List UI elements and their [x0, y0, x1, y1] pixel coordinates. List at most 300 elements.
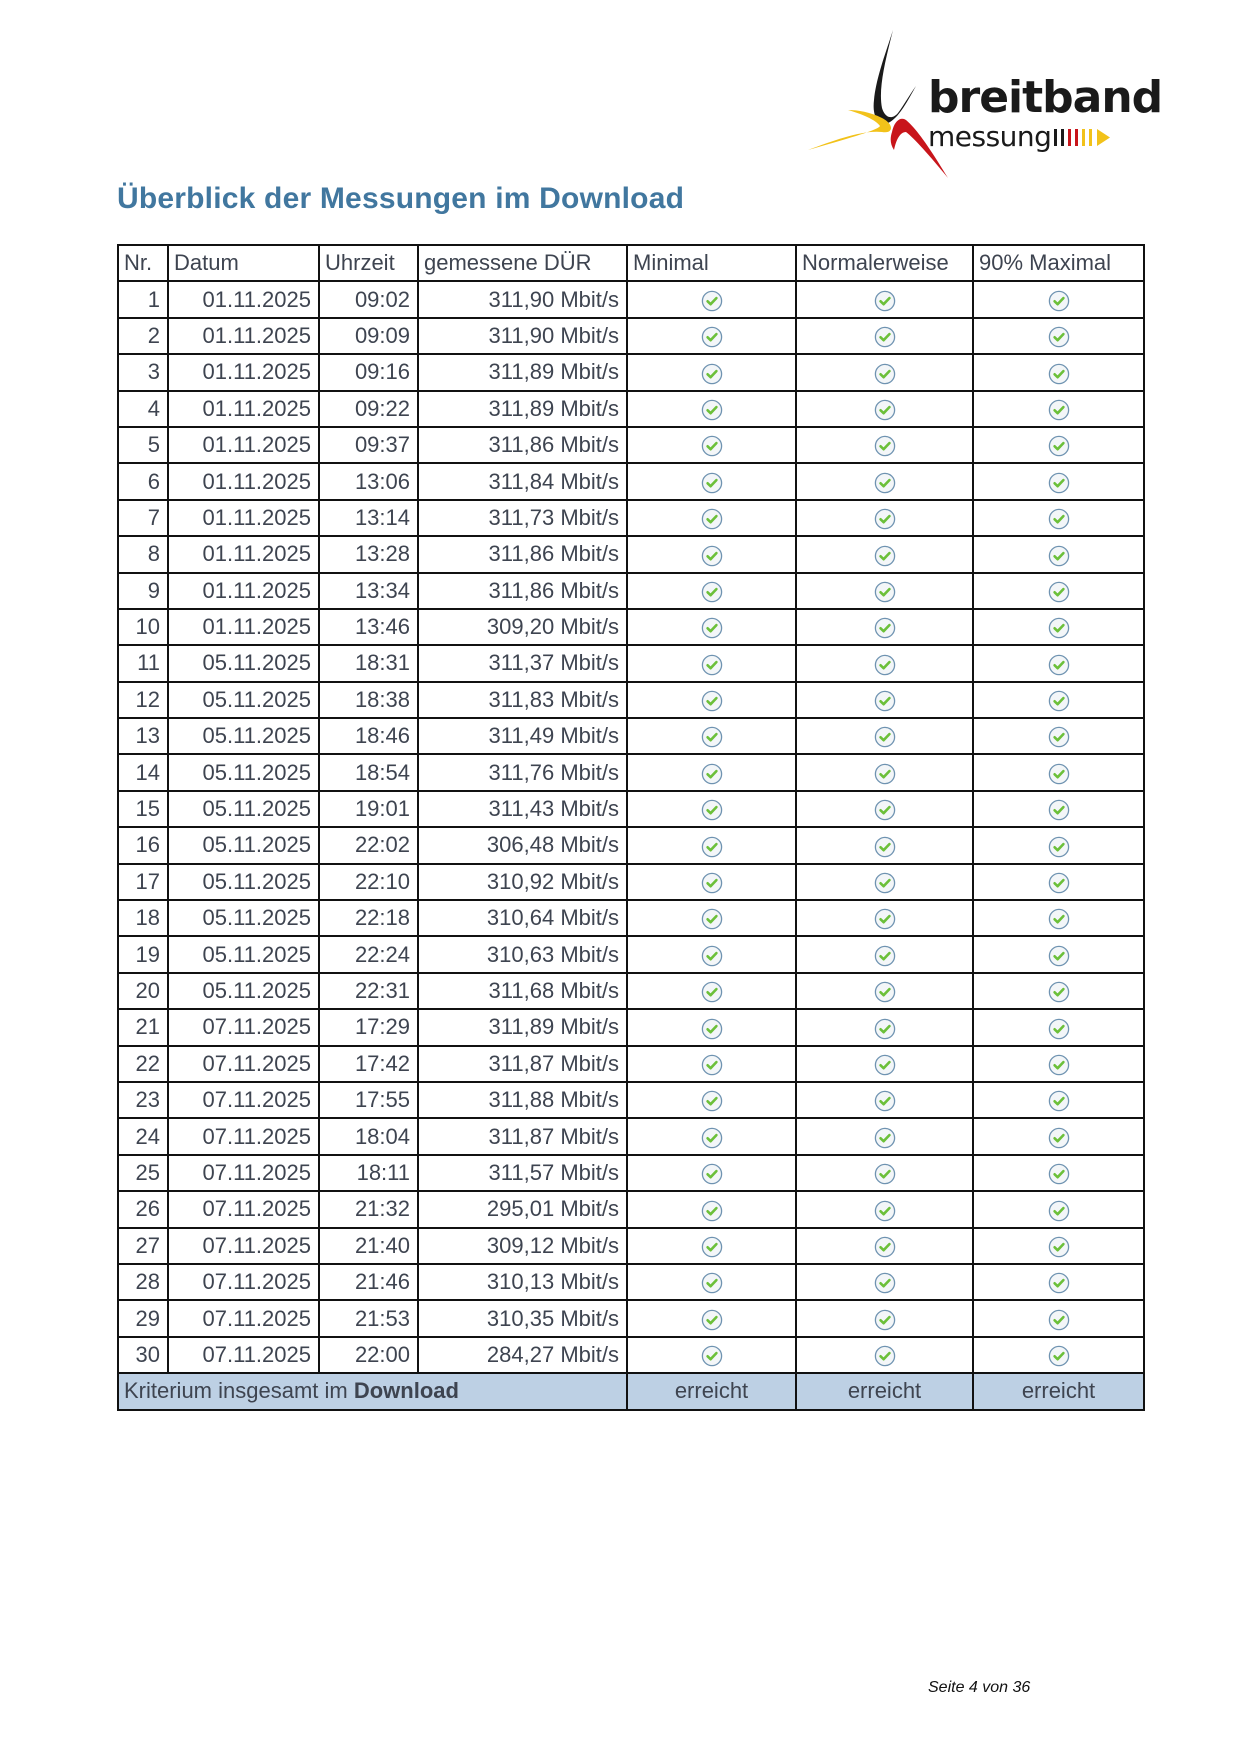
- cell-datum: 07.11.2025: [168, 1046, 319, 1082]
- cell-90-maximal: [973, 1228, 1144, 1264]
- cell-gemessene-dur: 284,27 Mbit/s: [418, 1337, 627, 1373]
- check-icon: [701, 981, 723, 1003]
- check-icon: [874, 763, 896, 785]
- table-row: [118, 1155, 1144, 1191]
- cell-nr: 24: [118, 1118, 168, 1154]
- check-icon: [1048, 290, 1070, 312]
- cell-minimal: [627, 1228, 796, 1264]
- cell-minimal: [627, 1264, 796, 1300]
- check-icon: [1048, 1018, 1070, 1040]
- cell-gemessene-dur: 311,89 Mbit/s: [418, 354, 627, 390]
- cell-minimal: [627, 1118, 796, 1154]
- check-icon: [874, 1090, 896, 1112]
- check-icon: [701, 1127, 723, 1149]
- cell-minimal: [627, 573, 796, 609]
- cell-gemessene-dur: 310,35 Mbit/s: [418, 1300, 627, 1336]
- cell-nr: 21: [118, 1009, 168, 1045]
- cell-datum: 01.11.2025: [168, 463, 319, 499]
- cell-minimal: [627, 1009, 796, 1045]
- cell-minimal: [627, 936, 796, 972]
- cell-gemessene-dur: 311,43 Mbit/s: [418, 791, 627, 827]
- cell-minimal: [627, 318, 796, 354]
- cell-datum: 05.11.2025: [168, 936, 319, 972]
- cell-datum: 05.11.2025: [168, 682, 319, 718]
- header-datum: Datum: [168, 245, 319, 281]
- table-row: [118, 864, 1144, 900]
- check-icon: [874, 1345, 896, 1367]
- cell-normalerweise: [796, 463, 973, 499]
- check-icon: [874, 326, 896, 348]
- cell-datum: 07.11.2025: [168, 1155, 319, 1191]
- cell-nr: 23: [118, 1082, 168, 1118]
- header-normalerweise: Normalerweise: [796, 245, 973, 281]
- check-icon: [874, 617, 896, 639]
- cell-gemessene-dur: 311,90 Mbit/s: [418, 281, 627, 317]
- cell-minimal: [627, 1191, 796, 1227]
- table-row: [118, 645, 1144, 681]
- table-row: [118, 1046, 1144, 1082]
- cell-datum: 01.11.2025: [168, 281, 319, 317]
- check-icon: [1048, 508, 1070, 530]
- cell-90-maximal: [973, 1046, 1144, 1082]
- check-icon: [874, 836, 896, 858]
- check-icon: [1048, 363, 1070, 385]
- check-icon: [874, 945, 896, 967]
- cell-uhrzeit: 09:09: [319, 318, 418, 354]
- cell-minimal: [627, 682, 796, 718]
- cell-nr: 8: [118, 536, 168, 572]
- cell-90-maximal: [973, 463, 1144, 499]
- check-icon: [1048, 1345, 1070, 1367]
- check-icon: [874, 690, 896, 712]
- cell-gemessene-dur: 311,89 Mbit/s: [418, 391, 627, 427]
- cell-minimal: [627, 391, 796, 427]
- table-row: [118, 318, 1144, 354]
- check-icon: [1048, 399, 1070, 421]
- cell-90-maximal: [973, 1337, 1144, 1373]
- summary-row: [118, 1373, 1144, 1409]
- cell-90-maximal: [973, 1009, 1144, 1045]
- check-icon: [874, 799, 896, 821]
- cell-nr: 3: [118, 354, 168, 390]
- table-row: [118, 1300, 1144, 1336]
- cell-nr: 27: [118, 1228, 168, 1264]
- cell-uhrzeit: 13:46: [319, 609, 418, 645]
- page-number: Seite 4 von 36: [928, 1679, 1031, 1696]
- check-icon: [701, 290, 723, 312]
- cell-uhrzeit: 17:29: [319, 1009, 418, 1045]
- table-row: [118, 354, 1144, 390]
- check-icon: [701, 472, 723, 494]
- summary-label: [118, 1373, 627, 1409]
- cell-minimal: [627, 500, 796, 536]
- cell-normalerweise: [796, 609, 973, 645]
- cell-90-maximal: [973, 1082, 1144, 1118]
- cell-normalerweise: [796, 500, 973, 536]
- check-icon: [1048, 836, 1070, 858]
- cell-normalerweise: [796, 718, 973, 754]
- check-icon: [701, 545, 723, 567]
- check-icon: [1048, 1200, 1070, 1222]
- cell-nr: 20: [118, 973, 168, 1009]
- logo-bars: [1054, 129, 1110, 146]
- check-icon: [1048, 1090, 1070, 1112]
- cell-gemessene-dur: 311,86 Mbit/s: [418, 427, 627, 463]
- cell-datum: 01.11.2025: [168, 536, 319, 572]
- cell-normalerweise: [796, 973, 973, 1009]
- check-icon: [701, 1345, 723, 1367]
- cell-gemessene-dur: 311,86 Mbit/s: [418, 573, 627, 609]
- check-icon: [874, 363, 896, 385]
- check-icon: [1048, 654, 1070, 676]
- cell-nr: 30: [118, 1337, 168, 1373]
- check-icon: [701, 1018, 723, 1040]
- check-icon: [1048, 726, 1070, 748]
- check-icon: [1048, 690, 1070, 712]
- cell-nr: 29: [118, 1300, 168, 1336]
- cell-gemessene-dur: 309,20 Mbit/s: [418, 609, 627, 645]
- cell-normalerweise: [796, 1082, 973, 1118]
- cell-datum: 05.11.2025: [168, 864, 319, 900]
- header-90-maximal: 90% Maximal: [973, 245, 1144, 281]
- cell-datum: 01.11.2025: [168, 318, 319, 354]
- check-icon: [701, 763, 723, 785]
- cell-normalerweise: [796, 1228, 973, 1264]
- check-icon: [701, 872, 723, 894]
- check-icon: [874, 1236, 896, 1258]
- cell-gemessene-dur: 310,63 Mbit/s: [418, 936, 627, 972]
- cell-minimal: [627, 754, 796, 790]
- cell-90-maximal: [973, 791, 1144, 827]
- check-icon: [874, 654, 896, 676]
- cell-nr: 7: [118, 500, 168, 536]
- cell-normalerweise: [796, 427, 973, 463]
- cell-datum: 05.11.2025: [168, 718, 319, 754]
- cell-nr: 19: [118, 936, 168, 972]
- cell-90-maximal: [973, 609, 1144, 645]
- check-icon: [701, 1309, 723, 1331]
- check-icon: [874, 290, 896, 312]
- cell-nr: 28: [118, 1264, 168, 1300]
- cell-nr: 10: [118, 609, 168, 645]
- check-icon: [1048, 945, 1070, 967]
- cell-uhrzeit: 13:34: [319, 573, 418, 609]
- cell-normalerweise: [796, 791, 973, 827]
- cell-gemessene-dur: 311,89 Mbit/s: [418, 1009, 627, 1045]
- header-minimal: Minimal: [627, 245, 796, 281]
- cell-normalerweise: [796, 1118, 973, 1154]
- table-row: [118, 427, 1144, 463]
- cell-90-maximal: [973, 536, 1144, 572]
- cell-gemessene-dur: 310,13 Mbit/s: [418, 1264, 627, 1300]
- cell-nr: 26: [118, 1191, 168, 1227]
- cell-normalerweise: [796, 1191, 973, 1227]
- table-row: [118, 973, 1144, 1009]
- cell-datum: 07.11.2025: [168, 1191, 319, 1227]
- check-icon: [1048, 1236, 1070, 1258]
- check-icon: [701, 690, 723, 712]
- cell-datum: 01.11.2025: [168, 354, 319, 390]
- cell-datum: 07.11.2025: [168, 1118, 319, 1154]
- cell-gemessene-dur: 310,92 Mbit/s: [418, 864, 627, 900]
- cell-gemessene-dur: 311,76 Mbit/s: [418, 754, 627, 790]
- cell-90-maximal: [973, 864, 1144, 900]
- cell-minimal: [627, 864, 796, 900]
- cell-uhrzeit: 13:28: [319, 536, 418, 572]
- cell-minimal: [627, 427, 796, 463]
- check-icon: [701, 617, 723, 639]
- check-icon: [701, 1200, 723, 1222]
- cell-uhrzeit: 19:01: [319, 791, 418, 827]
- cell-uhrzeit: 13:14: [319, 500, 418, 536]
- cell-uhrzeit: 21:40: [319, 1228, 418, 1264]
- cell-minimal: [627, 1046, 796, 1082]
- cell-normalerweise: [796, 391, 973, 427]
- cell-uhrzeit: 13:06: [319, 463, 418, 499]
- summary-label-prefix: Kriterium insgesamt im: [124, 1378, 354, 1404]
- cell-nr: 16: [118, 827, 168, 863]
- cell-minimal: [627, 827, 796, 863]
- breitbandmessung-logo: [790, 28, 1163, 188]
- cell-minimal: [627, 536, 796, 572]
- cell-uhrzeit: 22:24: [319, 936, 418, 972]
- cell-nr: 1: [118, 281, 168, 317]
- check-icon: [701, 399, 723, 421]
- cell-datum: 01.11.2025: [168, 500, 319, 536]
- check-icon: [874, 1163, 896, 1185]
- cell-gemessene-dur: 311,90 Mbit/s: [418, 318, 627, 354]
- cell-normalerweise: [796, 754, 973, 790]
- cell-normalerweise: [796, 281, 973, 317]
- cell-nr: 9: [118, 573, 168, 609]
- cell-nr: 25: [118, 1155, 168, 1191]
- cell-uhrzeit: 18:04: [319, 1118, 418, 1154]
- logo-black-swoosh: [874, 30, 916, 124]
- cell-nr: 12: [118, 682, 168, 718]
- check-icon: [1048, 1272, 1070, 1294]
- check-icon: [874, 1127, 896, 1149]
- check-icon: [701, 799, 723, 821]
- cell-90-maximal: [973, 427, 1144, 463]
- cell-90-maximal: [973, 1300, 1144, 1336]
- cell-uhrzeit: 22:31: [319, 973, 418, 1009]
- cell-uhrzeit: 21:32: [319, 1191, 418, 1227]
- cell-gemessene-dur: 311,88 Mbit/s: [418, 1082, 627, 1118]
- table-header-row: [118, 245, 1144, 281]
- cell-datum: 01.11.2025: [168, 609, 319, 645]
- check-icon: [1048, 545, 1070, 567]
- table-row: [118, 1009, 1144, 1045]
- check-icon: [1048, 1127, 1070, 1149]
- cell-gemessene-dur: 309,12 Mbit/s: [418, 1228, 627, 1264]
- cell-minimal: [627, 609, 796, 645]
- check-icon: [701, 508, 723, 530]
- cell-normalerweise: [796, 354, 973, 390]
- summary-normalerweise: erreicht: [796, 1373, 973, 1409]
- check-icon: [701, 654, 723, 676]
- check-icon: [874, 435, 896, 457]
- check-icon: [874, 581, 896, 603]
- cell-uhrzeit: 18:38: [319, 682, 418, 718]
- cell-normalerweise: [796, 1009, 973, 1045]
- summary-label-bold: Download: [353, 1378, 459, 1404]
- cell-gemessene-dur: 311,87 Mbit/s: [418, 1118, 627, 1154]
- cell-90-maximal: [973, 936, 1144, 972]
- header-gemessene-dur: gemessene DÜR: [418, 245, 627, 281]
- table-row: [118, 682, 1144, 718]
- check-icon: [874, 1054, 896, 1076]
- check-icon: [701, 945, 723, 967]
- cell-minimal: [627, 1337, 796, 1373]
- cell-gemessene-dur: 311,57 Mbit/s: [418, 1155, 627, 1191]
- check-icon: [1048, 326, 1070, 348]
- cell-minimal: [627, 900, 796, 936]
- cell-datum: 07.11.2025: [168, 1337, 319, 1373]
- check-icon: [1048, 872, 1070, 894]
- cell-gemessene-dur: 311,83 Mbit/s: [418, 682, 627, 718]
- check-icon: [701, 836, 723, 858]
- cell-90-maximal: [973, 645, 1144, 681]
- table-row: [118, 609, 1144, 645]
- cell-datum: 05.11.2025: [168, 900, 319, 936]
- cell-minimal: [627, 1155, 796, 1191]
- cell-90-maximal: [973, 827, 1144, 863]
- table-row: [118, 718, 1144, 754]
- check-icon: [701, 1090, 723, 1112]
- check-icon: [874, 472, 896, 494]
- cell-normalerweise: [796, 318, 973, 354]
- cell-nr: 2: [118, 318, 168, 354]
- cell-datum: 05.11.2025: [168, 791, 319, 827]
- cell-normalerweise: [796, 827, 973, 863]
- check-icon: [1048, 799, 1070, 821]
- cell-nr: 5: [118, 427, 168, 463]
- cell-nr: 6: [118, 463, 168, 499]
- table-row: [118, 900, 1144, 936]
- cell-90-maximal: [973, 1191, 1144, 1227]
- check-icon: [874, 726, 896, 748]
- cell-datum: 05.11.2025: [168, 973, 319, 1009]
- cell-90-maximal: [973, 318, 1144, 354]
- cell-uhrzeit: 17:42: [319, 1046, 418, 1082]
- table-row: [118, 281, 1144, 317]
- cell-normalerweise: [796, 864, 973, 900]
- check-icon: [701, 1054, 723, 1076]
- cell-normalerweise: [796, 1337, 973, 1373]
- cell-minimal: [627, 973, 796, 1009]
- table-row: [118, 463, 1144, 499]
- check-icon: [701, 1163, 723, 1185]
- cell-normalerweise: [796, 682, 973, 718]
- cell-gemessene-dur: 311,73 Mbit/s: [418, 500, 627, 536]
- check-icon: [1048, 1163, 1070, 1185]
- cell-gemessene-dur: 311,86 Mbit/s: [418, 536, 627, 572]
- logo-text-breitband: breitband: [928, 72, 1163, 123]
- cell-uhrzeit: 21:53: [319, 1300, 418, 1336]
- check-icon: [874, 1200, 896, 1222]
- table-row: [118, 1228, 1144, 1264]
- cell-datum: 07.11.2025: [168, 1228, 319, 1264]
- cell-90-maximal: [973, 973, 1144, 1009]
- cell-normalerweise: [796, 645, 973, 681]
- cell-gemessene-dur: 310,64 Mbit/s: [418, 900, 627, 936]
- logo-arrow-icon: [1097, 129, 1110, 146]
- check-icon: [701, 1236, 723, 1258]
- cell-uhrzeit: 09:02: [319, 281, 418, 317]
- check-icon: [701, 726, 723, 748]
- cell-normalerweise: [796, 1155, 973, 1191]
- cell-nr: 18: [118, 900, 168, 936]
- check-icon: [1048, 472, 1070, 494]
- cell-datum: 01.11.2025: [168, 391, 319, 427]
- cell-normalerweise: [796, 1300, 973, 1336]
- table-row: [118, 1264, 1144, 1300]
- check-icon: [1048, 908, 1070, 930]
- cell-90-maximal: [973, 500, 1144, 536]
- summary-90-maximal: erreicht: [973, 1373, 1144, 1409]
- cell-datum: 05.11.2025: [168, 645, 319, 681]
- check-icon: [701, 581, 723, 603]
- cell-90-maximal: [973, 354, 1144, 390]
- check-icon: [701, 363, 723, 385]
- cell-90-maximal: [973, 754, 1144, 790]
- table-row: [118, 791, 1144, 827]
- cell-minimal: [627, 354, 796, 390]
- table-row: [118, 1191, 1144, 1227]
- cell-gemessene-dur: 295,01 Mbit/s: [418, 1191, 627, 1227]
- table-row: [118, 391, 1144, 427]
- check-icon: [1048, 617, 1070, 639]
- cell-nr: 14: [118, 754, 168, 790]
- cell-90-maximal: [973, 391, 1144, 427]
- cell-datum: 01.11.2025: [168, 427, 319, 463]
- cell-uhrzeit: 09:37: [319, 427, 418, 463]
- header-nr: Nr.: [118, 245, 168, 281]
- table-row: [118, 827, 1144, 863]
- check-icon: [874, 545, 896, 567]
- cell-minimal: [627, 718, 796, 754]
- logo-text-messung: messung: [928, 120, 1052, 153]
- table-row: [118, 536, 1144, 572]
- cell-minimal: [627, 281, 796, 317]
- check-icon: [874, 981, 896, 1003]
- table-row: [118, 1082, 1144, 1118]
- cell-90-maximal: [973, 900, 1144, 936]
- check-icon: [1048, 435, 1070, 457]
- table-row: [118, 573, 1144, 609]
- cell-gemessene-dur: 311,87 Mbit/s: [418, 1046, 627, 1082]
- table-body: [118, 281, 1144, 1373]
- cell-datum: 05.11.2025: [168, 754, 319, 790]
- check-icon: [1048, 581, 1070, 603]
- table-row: [118, 754, 1144, 790]
- cell-uhrzeit: 22:10: [319, 864, 418, 900]
- cell-gemessene-dur: 311,68 Mbit/s: [418, 973, 627, 1009]
- cell-90-maximal: [973, 1118, 1144, 1154]
- measurements-table: [117, 244, 1145, 1411]
- cell-nr: 11: [118, 645, 168, 681]
- cell-nr: 4: [118, 391, 168, 427]
- check-icon: [874, 508, 896, 530]
- cell-uhrzeit: 22:18: [319, 900, 418, 936]
- cell-uhrzeit: 18:31: [319, 645, 418, 681]
- cell-90-maximal: [973, 281, 1144, 317]
- page-title: Überblick der Messungen im Download: [117, 182, 685, 215]
- table-row: [118, 500, 1144, 536]
- cell-uhrzeit: 09:22: [319, 391, 418, 427]
- cell-normalerweise: [796, 1046, 973, 1082]
- cell-gemessene-dur: 311,37 Mbit/s: [418, 645, 627, 681]
